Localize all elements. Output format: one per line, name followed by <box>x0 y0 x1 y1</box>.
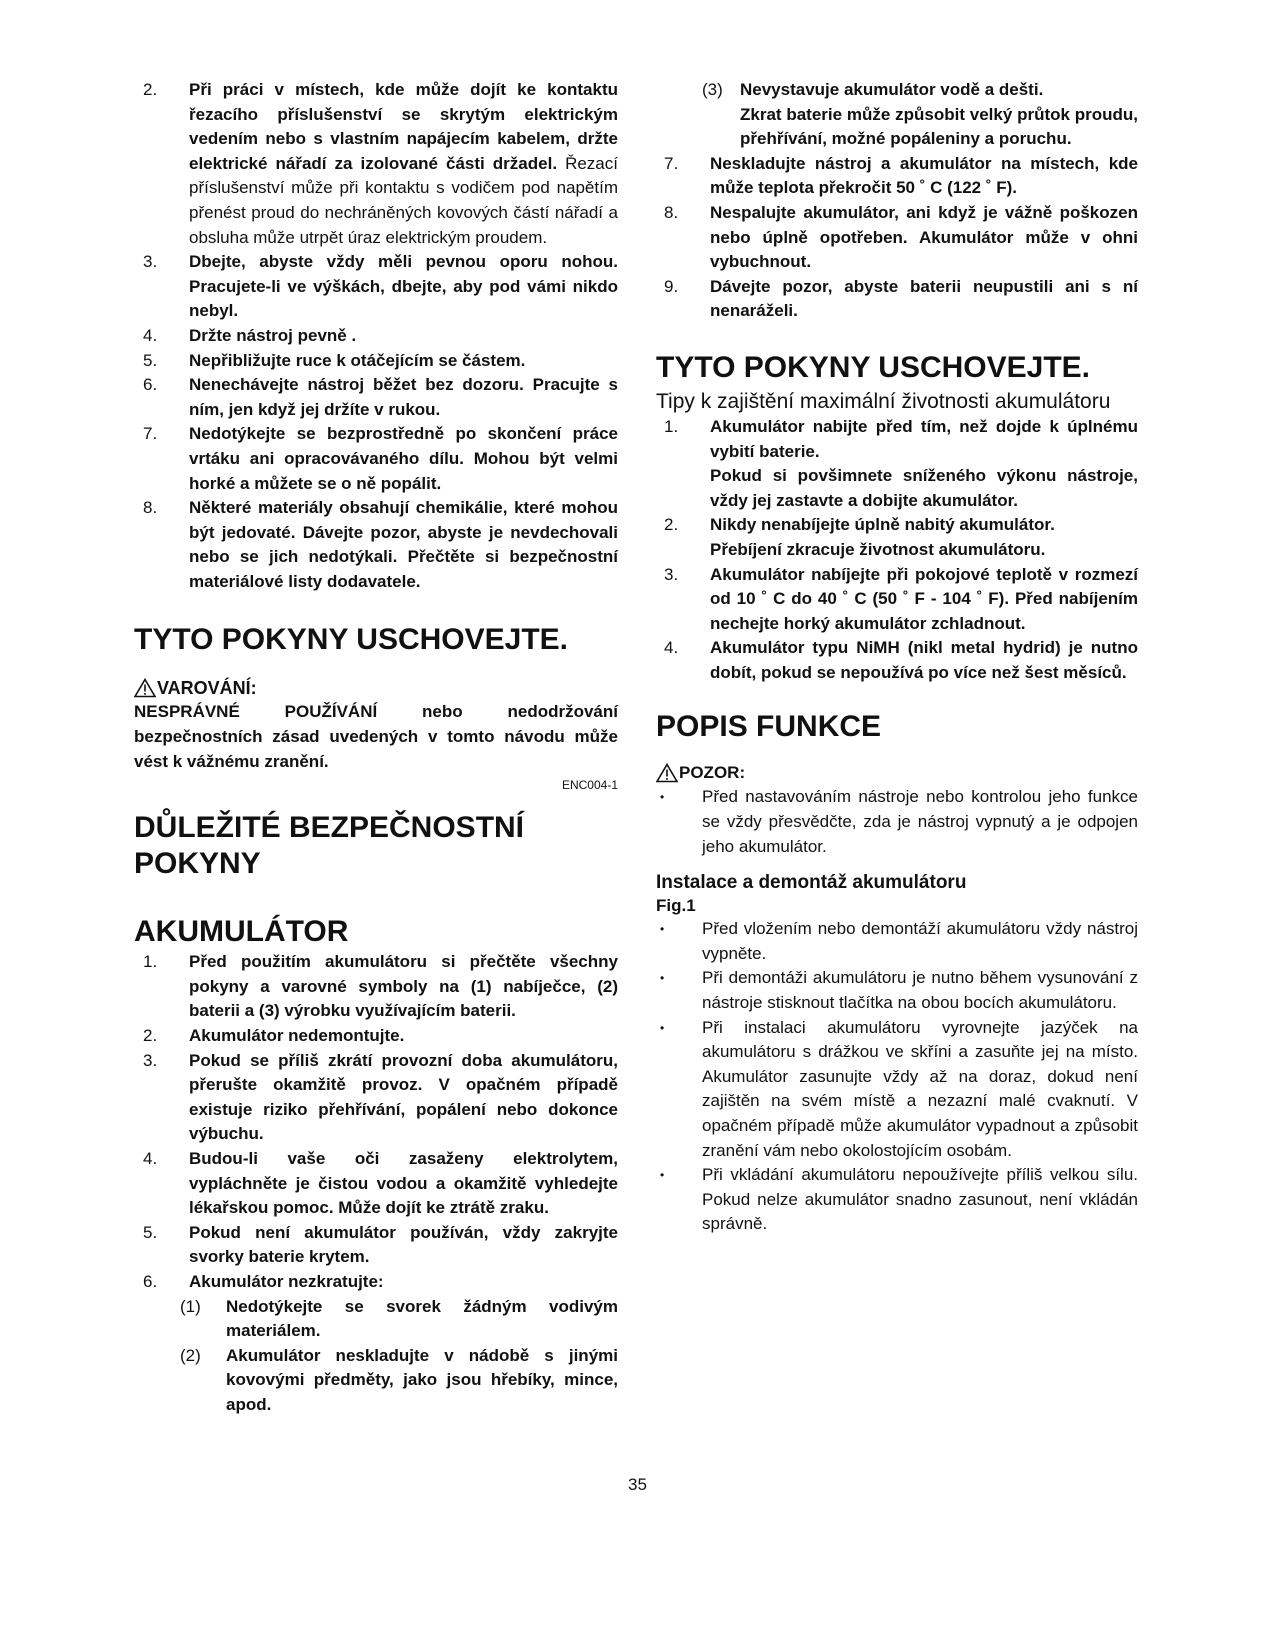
list-item <box>656 201 1138 275</box>
warning-text: NESPRÁVNÉ POUŽÍVÁNÍ nebo nedodržování bezpečnostních zásad uvedených v tomto návodu může vést k vážnému zranění. <box>134 702 618 771</box>
list-item <box>134 1221 618 1270</box>
sub-list-item <box>134 1295 618 1344</box>
sub-item-number: (1) <box>180 1296 201 1316</box>
item-text: Pokud se příliš zkrátí provozní doba akumulátoru, přerušte okamžitě provoz. V opačném případě existuje riziko přehřívání, popálení nebo dokonce výbuchu. <box>189 1050 618 1144</box>
list-item <box>656 513 1138 562</box>
item-number: 1. <box>143 952 158 972</box>
item-text: Neskladujte nástroj a akumulátor na místech, kde může teplota překročit 50 ˚ C (122 ˚ F). <box>710 153 1138 198</box>
bullet-text: Před vložením nebo demontáží akumulátoru vždy nástroj vypněte. <box>702 919 1138 963</box>
item-text <box>710 513 1138 562</box>
list-item <box>134 78 618 250</box>
item-text: Akumulátor nabíjejte při pokojové teplotě v rozmezí od 10 ˚ C do 40 ˚ C (50 ˚ F - 104 ˚ F). Před nabíjením nechejte horký akumulátor zchladnout. <box>710 564 1138 633</box>
section-heading-battery: AKUMULÁTOR <box>134 915 349 949</box>
item-text: Dávejte pozor, abyste baterii neupustili ani s ní nenaráželi. <box>710 276 1138 321</box>
item-text: Nenechávejte nástroj běžet bez dozoru. Pracujte s ním, jen když jej držíte v rukou. <box>189 375 618 419</box>
list-item <box>656 152 1138 201</box>
item-text-detail: Pokud si povšimnete sníženého výkonu nástroje, vždy jej zastavte a dobijte akumulátor. <box>710 466 1138 510</box>
bullet-text: Při vkládání akumulátoru nepoužívejte příliš velkou sílu. Pokud nelze akumulátor snadno zasunout, není vkládán správně. <box>702 1165 1138 1234</box>
item-number: 4. <box>143 1149 158 1168</box>
list-item <box>134 422 618 496</box>
list-item <box>134 1049 618 1147</box>
item-number: 2. <box>143 80 158 99</box>
item-number: 6. <box>143 1271 158 1291</box>
bullet-item <box>656 917 1138 966</box>
item-number: 3. <box>664 564 679 584</box>
sub-item-text <box>740 78 1138 152</box>
caution-label-text: POZOR: <box>679 763 746 783</box>
list-item <box>134 496 618 594</box>
sub-item-text-line: Nevystavuje akumulátor vodě a dešti. <box>740 80 1044 99</box>
item-text-detail: Přebíjení zkracuje životnost akumulátoru. <box>710 539 1046 559</box>
item-text <box>710 415 1138 513</box>
item-text: Nepřibližujte ruce k otáčejícím se částem. <box>189 350 526 370</box>
sub-item-text: Nedotýkejte se svorek žádným vodivým materiálem. <box>226 1296 618 1341</box>
list-item <box>134 324 618 349</box>
item-number: 8. <box>143 498 158 518</box>
list-item <box>134 373 618 422</box>
item-text: Akumulátor typu NiMH (nikl metal hydrid) je nutno dobít, pokud se nepoužívá po více než šest měsíců. <box>710 638 1138 682</box>
item-number: 7. <box>143 424 158 444</box>
document-code: ENC004-1 <box>561 778 618 793</box>
install-heading: Instalace a demontáž akumulátoru <box>656 872 967 894</box>
sub-item-text: Akumulátor neskladujte v nádobě s jinými kovovými předměty, jako jsou hřebíky, mince, apod. <box>226 1345 618 1414</box>
item-number: 3. <box>143 252 158 272</box>
item-number: 9. <box>664 276 679 296</box>
item-text-normal: Řezací příslušenství může při kontaktu s vodičem pod napětím přenést proud do nechráněných kovových částí nářadí a obsluha může utrpět úraz elektrickým proudem. <box>189 153 618 247</box>
item-text: Nedotýkejte se bezprostředně po skončení práce vrtáku ani opracovávaného dílu. Mohou být velmi horké a můžete se o ně popálit. <box>189 424 618 493</box>
list-item <box>656 275 1138 324</box>
tips-heading: Tipy k zajištění maximální životnosti akumulátoru <box>656 389 1111 413</box>
sub-item-number: (3) <box>702 80 723 99</box>
sub-item-text-detail: Zkrat baterie může způsobit velký průtok proudu, přehřívání, možné popáleniny a poruchu. <box>740 104 1138 149</box>
left-column <box>134 78 618 1418</box>
item-number: 4. <box>143 325 158 345</box>
bullet-item <box>656 1163 1138 1237</box>
item-number: 6. <box>143 375 158 395</box>
item-number: 4. <box>664 638 679 658</box>
item-text: Držte nástroj pevně . <box>189 325 357 345</box>
warning-triangle-icon <box>656 763 678 783</box>
item-text-line: Akumulátor nabijte před tím, než dojde k úplnému vybití baterie. <box>710 416 1138 461</box>
section-heading-function: POPIS FUNKCE <box>656 710 882 744</box>
list-item <box>134 250 618 324</box>
item-text-bold: Při práci v místech, kde může dojít ke kontaktu řezacího příslušenství se skrytým elektrickým vedením nebo s vlastním napájecím kabelem, držte elektrické nářadí za izolované části držadel. <box>189 80 618 173</box>
section-heading-important-safety: DŮLEŽITÉ BEZPEČNOSTNÍ POKYNY <box>134 811 525 881</box>
list-item <box>134 1270 618 1295</box>
item-number: 3. <box>143 1050 158 1070</box>
item-text: Akumulátor nezkratujte: <box>189 1271 384 1291</box>
bullet-dot: • <box>660 790 665 805</box>
sub-list-item <box>656 78 1138 152</box>
sub-list-item <box>134 1344 618 1418</box>
figure-reference: Fig.1 <box>656 896 696 916</box>
list-item <box>656 563 1138 637</box>
bullet-item <box>656 785 1138 859</box>
bullet-dot: • <box>660 971 665 986</box>
item-text: Nespalujte akumulátor, ani když je vážně poškozen nebo úplně opotřeben. Akumulátor může v ohni vybuchnout. <box>710 202 1138 272</box>
item-text: Pokud není akumulátor používán, vždy zakryjte svorky baterie krytem. <box>189 1222 618 1267</box>
item-number: 5. <box>143 1222 158 1242</box>
item-number: 2. <box>143 1026 158 1046</box>
list-item <box>134 349 618 374</box>
item-text: Před použitím akumulátoru si přečtěte všechny pokyny a varovné symboly na (1) nabíječce, (2) baterii a (3) výrobku využívajícím baterii. <box>189 952 618 1021</box>
right-column <box>656 78 1138 1237</box>
list-item <box>134 950 618 1024</box>
list-item <box>134 1024 618 1049</box>
bullet-dot: • <box>660 922 665 937</box>
bullet-item <box>656 966 1138 1015</box>
item-text: Akumulátor nedemontujte. <box>189 1026 405 1046</box>
item-number: 5. <box>143 350 158 370</box>
warning-triangle-icon <box>134 678 156 698</box>
list-item <box>656 636 1138 685</box>
bullet-text: Při demontáži akumulátoru je nutno během vysunování z nástroje stisknout tlačítka na obou bocích akumulátoru. <box>702 968 1138 1013</box>
item-number: 8. <box>664 202 679 222</box>
item-number: 7. <box>664 153 679 173</box>
item-text: Dbejte, abyste vždy měli pevnou oporu nohou. Pracujete-li ve výškách, dbejte, aby pod vámi nikdo nebyl. <box>189 252 618 321</box>
caution-label <box>656 761 1138 785</box>
item-text-line: Nikdy nenabíjejte úplně nabitý akumulátor. <box>710 515 1055 535</box>
list-item <box>134 1147 618 1221</box>
warning-label <box>134 676 618 700</box>
bullet-dot: • <box>660 1020 665 1035</box>
warning-label-text: VAROVÁNÍ: <box>157 678 257 699</box>
item-text <box>189 78 618 250</box>
item-number: 1. <box>664 416 679 436</box>
section-heading-keep-instructions: TYTO POKYNY USCHOVEJTE. <box>656 350 1090 384</box>
sub-item-number: (2) <box>180 1345 201 1365</box>
bullet-dot: • <box>660 1168 665 1183</box>
bullet-text: Při instalaci akumulátoru vyrovnejte jazýček na akumulátoru s drážkou ve skříni a zasuňte jej na místo. Akumulátor zasunujte vždy až na doraz, dokud není zajištěn na svém místě a nezazní malé cvaknutí. V opačném případě může akumulátor vypadnout a způsobit zranění vám nebo okolostojícím osobám. <box>702 1017 1138 1160</box>
item-text: Některé materiály obsahují chemikálie, které mohou být jedovaté. Dávejte pozor, abyste je nevdechovali nebo se jich nedotýkali. Přečtěte si bezpečnostní materiálové listy dodavatele. <box>189 498 618 591</box>
section-heading-keep-instructions: TYTO POKYNY USCHOVEJTE. <box>134 623 568 657</box>
page-number: 35 <box>628 1475 647 1494</box>
list-item <box>656 415 1138 513</box>
item-number: 2. <box>664 515 679 535</box>
item-text: Budou-li vaše oči zasaženy elektrolytem, vypláchněte je čistou vodou a okamžitě vyhledejte lékařskou pomoc. Může dojít ke ztrátě zraku. <box>189 1149 618 1218</box>
bullet-item <box>656 1016 1138 1164</box>
bullet-text: Před nastavováním nástroje nebo kontrolou jeho funkce se vždy přesvědčte, zda je nástroj vypnutý a je odpojen jeho akumulátor. <box>702 787 1138 856</box>
